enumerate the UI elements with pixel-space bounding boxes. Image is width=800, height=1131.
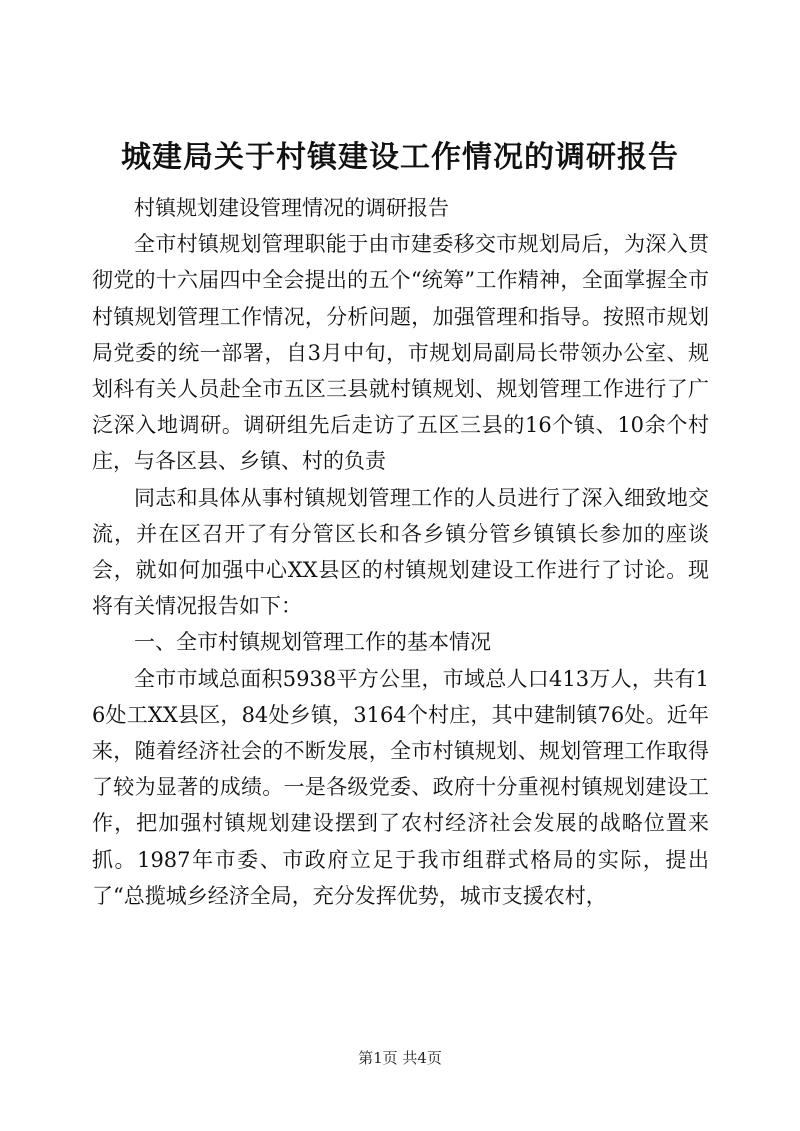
subtitle-paragraph: 村镇规划建设管理情况的调研报告 (134, 196, 449, 220)
body-paragraph: 同志和具体从事村镇规划管理工作的人员进行了深入细致地交流，并在区召开了有分管区长和各乡镇分管乡镇镇长参加的座谈会，就如何加强中心XX县区的村镇规划建设工作进行了讨论。现将有关情况报告如下： (92, 485, 709, 619)
body-paragraph: 全市市域总面积5938平方公里，市域总人口413万人，共有16处工XX县区，84处乡镇，3164个村庄，其中建制镇76处。近年来，随着经济社会的不断发展，全市村镇规划、规划管理工作取得了较为显著的成绩。一是各级党委、政府十分重视村镇规划建设工作，把加强村镇规划建设摆到了农村经济社会发展的战略位置来抓。1987年市委、市政府立足于我市组群式格局的实际，提出了“总揽城乡经济全局，充分发挥优势，城市支援农村， (92, 666, 709, 908)
section-heading: 一、全市村镇规划管理工作的基本情况 (134, 630, 491, 655)
document-title: 城建局关于村镇建设工作情况的调研报告 (121, 140, 679, 175)
body-paragraph: 全市村镇规划管理职能于由市建委移交市规划局后，为深入贯彻党的十六届四中全会提出的五个“统筹”工作精神，全面掌握全市村镇规划管理工作情况，分析问题，加强管理和指导。按照市规划局党委的统一部署，自3月中旬，市规划局副局长带领办公室、规划科有关人员赴全市五区三县就村镇规划、规划管理工作进行了广泛深入地调研。调研组先后走访了五区三县的16个镇、10余个村庄，与各区县、乡镇、村的负责 (92, 232, 709, 474)
page-number: 第1页 共4页 (358, 1049, 442, 1067)
document-body (92, 190, 709, 914)
